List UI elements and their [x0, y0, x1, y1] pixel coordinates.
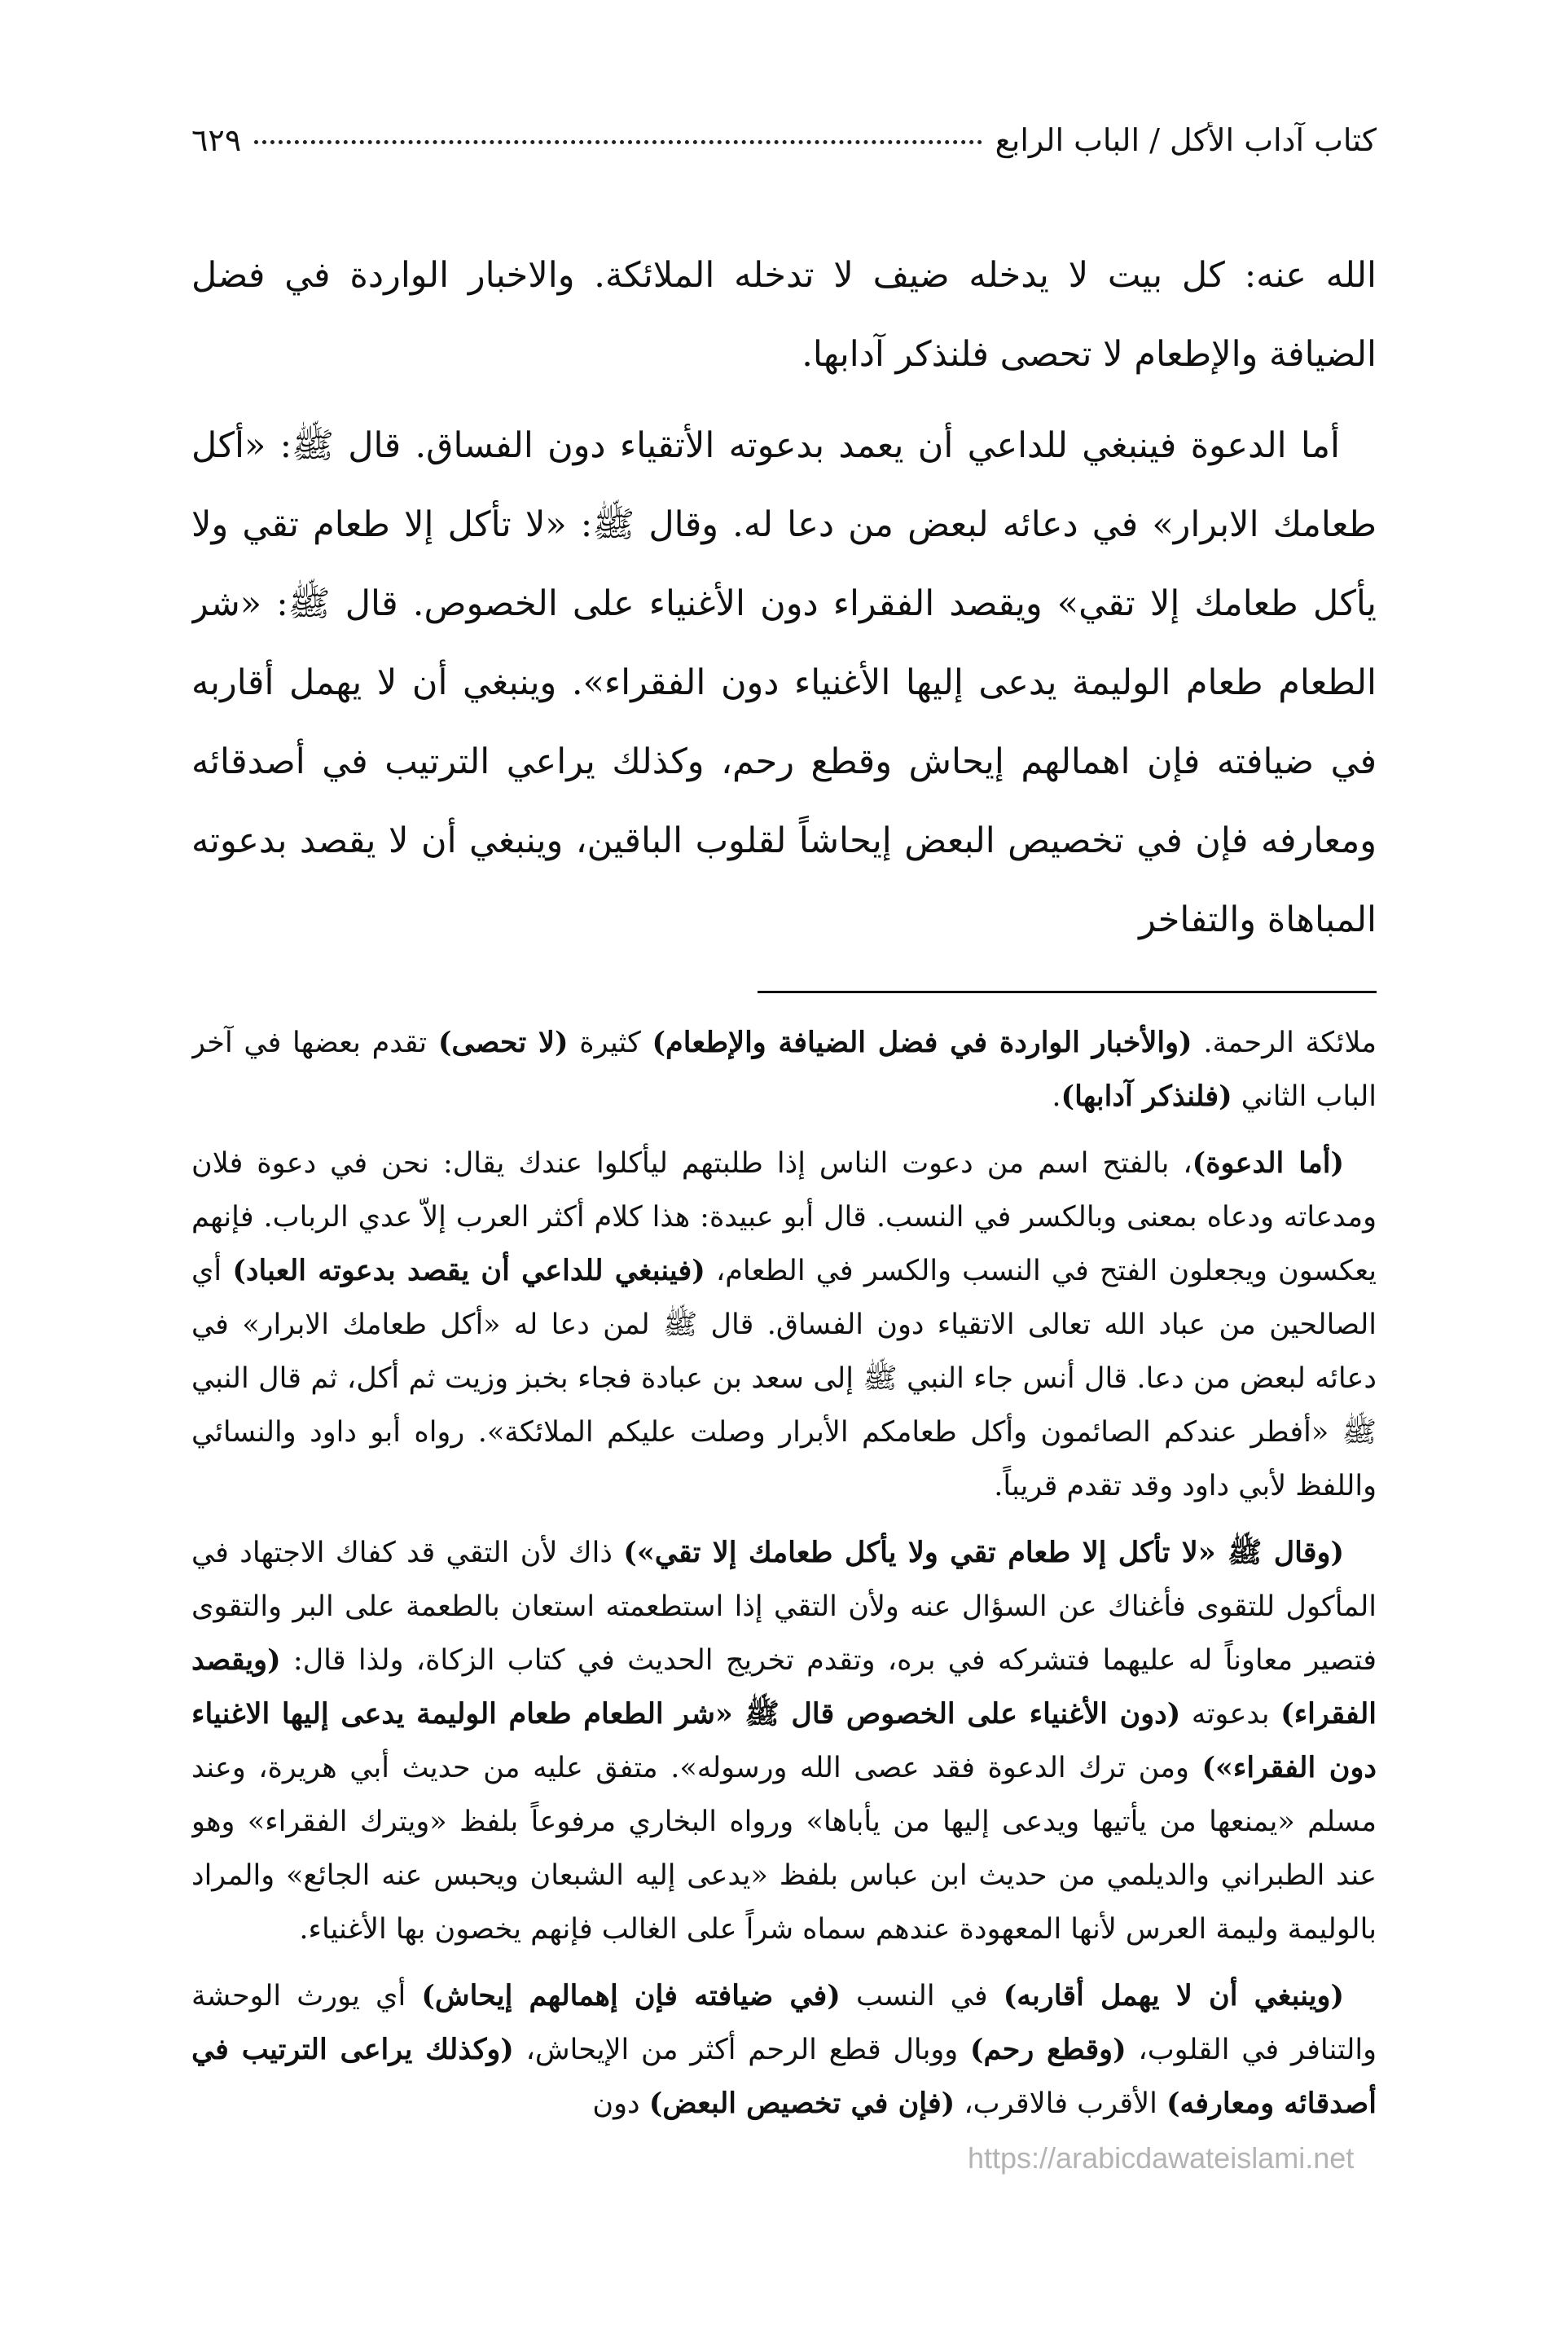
- commentary-text: الأقرب فالاقرب،: [955, 2087, 1166, 2120]
- commentary-paragraph-4: [191, 1969, 1377, 2131]
- commentary-text: ذاك لأن التقي قد كفاك الاجتهاد في المأكول للتقوى فأغناك عن السؤال عنه ولأن التقي إذا استطعمته استعان بالطعمة على البر والتقوى فتصير معاوناً له عليهما فتشركه في بره، وتقدم تخريج الحديث في كتاب الزكاة، ولذا قال:: [191, 1537, 1377, 1677]
- running-head: [191, 122, 1377, 196]
- commentary-quote: (والأخبار الواردة في فضل الضيافة والإطعام): [652, 1026, 1192, 1059]
- commentary-quote: (دون الأغنياء على الخصوص قال ﷺ «شر الطعام طعام الوليمة يدعى إليها الاغنياء دون الفقراء»): [191, 1697, 1377, 1784]
- commentary: [191, 1016, 1377, 2131]
- commentary-text: دون: [592, 2087, 649, 2120]
- commentary-quote: (وينبغي أن لا يهمل أقاربه): [1003, 1979, 1345, 2012]
- main-paragraph-1: الله عنه: كل بيت لا يدخله ضيف لا تدخله الملائكة. والاخبار الواردة في فضل الضيافة والإطعام لا تحصى فلنذكر آدابها.: [191, 255, 1377, 375]
- commentary-quote: (فينبغي للداعي أن يقصد بدعوته العباد): [232, 1254, 705, 1287]
- main-text: [191, 236, 1377, 960]
- page-number: ٦٢٩: [191, 122, 242, 158]
- book-page: [191, 122, 1377, 2175]
- commentary-text: أي الصالحين من عباد الله تعالى الاتقياء دون الفساق. قال ﷺ لمن دعا له «أكل طعامك الابرار» في دعائه لبعض من دعا. قال أنس جاء النبي ﷺ إلى سعد بن عبادة فجاء بخبز وزيت ثم أكل، ثم قال النبي ﷺ «أفطر عندكم الصائمون وأكل طعامكم الأبرار وصلت عليكم الملائكة». رواه أبو داود والنسائي واللفظ لأبي داود وقد تقدم قريباً.: [191, 1255, 1377, 1502]
- commentary-text: ومن ترك الدعوة فقد عصى الله ورسوله». متفق عليه من حديث أبي هريرة، وعند مسلم «يمنعها من يأتيها ويدعى إليها من يأباها» ورواه البخاري مرفوعاً بلفظ «ويترك الفقراء» وهو عند الطبراني والديلمي من حديث ابن عباس بلفظ «يدعى إليه الشبعان ويحبس عنه الجائع» والمراد بالوليمة وليمة العرس لأنها المعهودة عندهم سماه شراً على الغالب فإنهم يخصون بها الأغنياء.: [191, 1752, 1377, 1946]
- commentary-paragraph-2: [191, 1137, 1377, 1513]
- commentary-quote: (لا تحصى): [437, 1026, 569, 1059]
- commentary-paragraph-3: [191, 1526, 1377, 1956]
- main-paragraph-2: أما الدعوة فينبغي للداعي أن يعمد بدعوته الأتقياء دون الفساق. قال ﷺ: «أكل طعامك الابرار» في دعائه لبعض من دعا له. وقال ﷺ: «لا تأكل إلا طعام تقي ولا يأكل طعامك إلا تقي» ويقصد الفقراء دون الأغنياء على الخصوص. قال ﷺ: «شر الطعام طعام الوليمة يدعى إليها الأغنياء دون الفقراء». وينبغي أن لا يهمل أقاربه في ضيافته فإن اهمالهم إيحاش وقطع رحم، وكذلك يراعي الترتيب في أصدقائه ومعارفه فإن في تخصيص البعض إيحاشاً لقلوب الباقين، وينبغي أن لا يقصد بدعوته المباهاة والتفاخر: [191, 425, 1377, 940]
- watermark-url: https://arabicdawateislami.net: [968, 2141, 1355, 2175]
- commentary-quote: (وقال ﷺ «لا تأكل إلا طعام تقي ولا يأكل طعامك إلا تقي»): [623, 1536, 1345, 1569]
- commentary-text: بدعوته: [1180, 1698, 1281, 1731]
- commentary-text: تقدم بعضها في آخر الباب الثاني: [191, 1027, 1377, 1113]
- commentary-quote: (ويقصد الفقراء): [191, 1643, 1377, 1731]
- commentary-quote: (أما الدعوة): [1192, 1146, 1345, 1180]
- commentary-text: ملائكة الرحمة.: [1192, 1027, 1377, 1059]
- commentary-text: أي يورث الوحشة والتنافر في القلوب،: [191, 1980, 1377, 2066]
- commentary-text: كثيرة: [568, 1027, 652, 1059]
- commentary-quote: (في ضيافته فإن إهمالهم إيحاش): [421, 1979, 841, 2012]
- running-title: كتاب آداب الأكل / الباب الرابع: [995, 122, 1377, 158]
- commentary-text: .: [1052, 1080, 1061, 1113]
- dotted-leader: [254, 140, 982, 144]
- commentary-text: في النسب: [840, 1980, 1004, 2012]
- commentary-quote: (وكذلك يراعى الترتيب في أصدقائه ومعارفه): [191, 2033, 1377, 2120]
- commentary-quote: (فلنذكر آدابها): [1061, 1080, 1232, 1113]
- commentary-quote: (فإن في تخصيص البعض): [648, 2087, 955, 2120]
- commentary-text: ووبال قطع الرحم أكثر من الإيحاش،: [513, 2034, 970, 2066]
- commentary-text: ، بالفتح اسم من دعوت الناس إذا طلبتهم ليأكلوا عندك يقال: نحن في دعوة فلان ومدعاته ودعاه بمعنى وبالكسر في النسب. قال أبو عبيدة: هذا كلام أكثر العرب إلاّ عدي الرباب. فإنهم يعكسون ويجعلون الفتح في النسب والكسر في الطعام،: [191, 1147, 1377, 1287]
- commentary-quote: (وقطع رحم): [969, 2033, 1127, 2066]
- commentary-paragraph-1: [191, 1016, 1377, 1124]
- footnote-divider: [758, 991, 1377, 993]
